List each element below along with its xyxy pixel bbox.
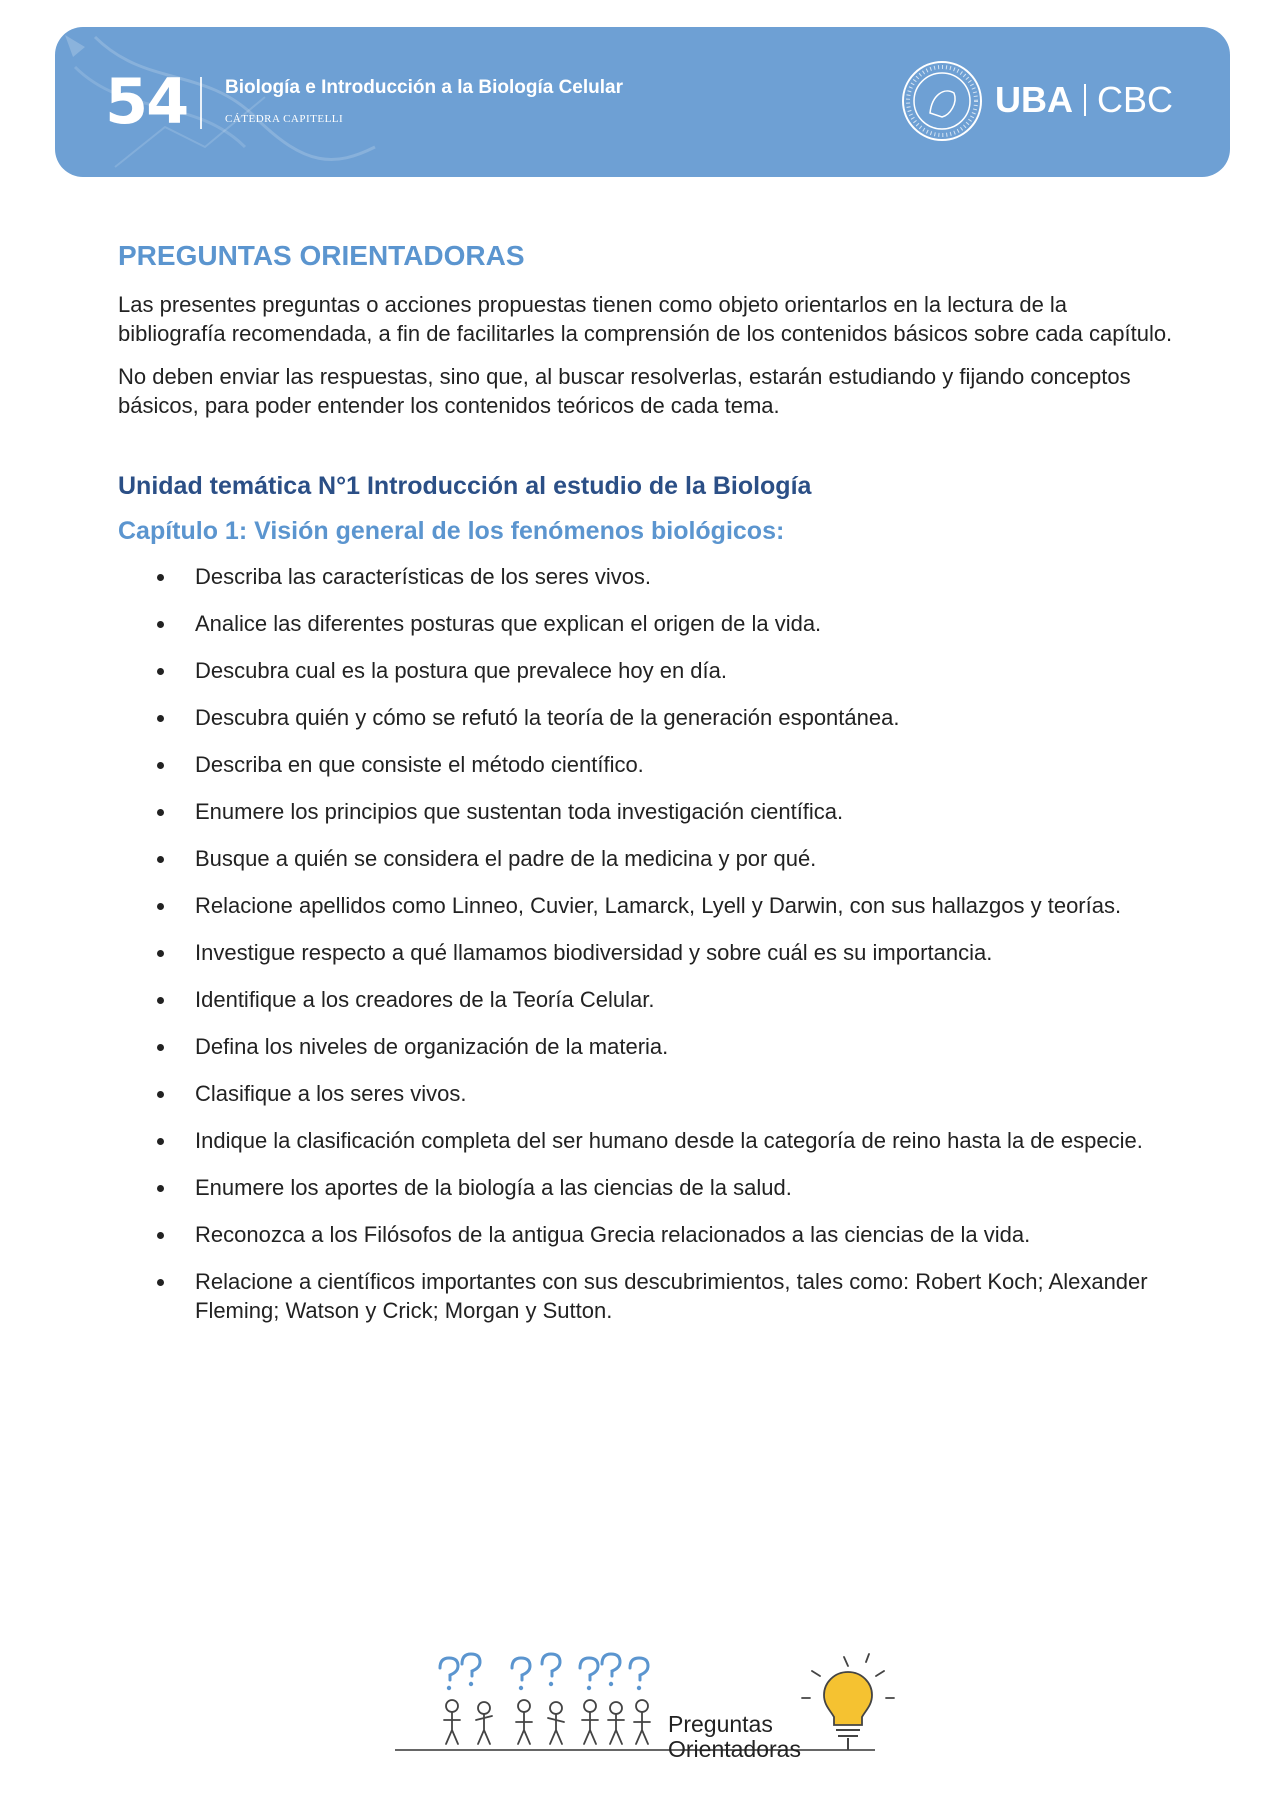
question-text: Clasifique a los seres vivos.: [195, 1081, 467, 1106]
page-header: [55, 27, 1230, 177]
bullet-icon: [157, 903, 164, 910]
intro-paragraph: No deben enviar las respuestas, sino que, al buscar resolverlas, estarán estudiando y fijando conceptos básicos, para poder entender los contenidos teóricos de cada tema.: [118, 364, 1131, 418]
uba-logo-text: UBA: [995, 79, 1073, 120]
course-title: Biología e Introducción a la Biología Celular: [225, 77, 623, 98]
list-item: [118, 703, 1178, 732]
bullet-icon: [157, 1232, 164, 1239]
list-item: [118, 844, 1178, 873]
question-text: Enumere los aportes de la biología a las ciencias de la salud.: [195, 1175, 792, 1200]
list-item: [118, 891, 1178, 920]
list-item: [118, 1032, 1178, 1061]
unit-title: Unidad temática N°1 Introducción al estudio de la Biología: [118, 472, 812, 500]
footer-label: [668, 1712, 801, 1762]
list-item: [118, 750, 1178, 779]
bullet-icon: [157, 762, 164, 769]
footer-label-line: Preguntas: [668, 1711, 773, 1737]
university-seal-icon: [900, 59, 984, 143]
footer-label-line: Orientadoras: [668, 1736, 801, 1762]
list-item: [118, 1126, 1178, 1155]
question-text: Enumere los principios que sustentan toda investigación científica.: [195, 799, 844, 824]
uba-cbc-logo: [995, 79, 1173, 121]
question-text: Analice las diferentes posturas que explican el origen de la vida.: [195, 611, 822, 636]
question-text: Descubra cual es la postura que prevalece hoy en día.: [195, 658, 727, 683]
cbc-logo-text: CBC: [1097, 79, 1174, 120]
bullet-icon: [157, 950, 164, 957]
bullet-icon: [157, 1138, 164, 1145]
bullet-icon: [157, 1279, 164, 1286]
question-text: Identifique a los creadores de la Teoría Celular.: [195, 987, 655, 1012]
question-text: Descubra quién y cómo se refutó la teoría de la generación espontánea.: [195, 705, 900, 730]
question-text: Reconozca a los Filósofos de la antigua Grecia relacionados a las ciencias de la vida.: [195, 1222, 1031, 1247]
list-item: [118, 1079, 1178, 1108]
questions-list: [118, 562, 1178, 1325]
list-item: [118, 1267, 1178, 1325]
bullet-icon: [157, 997, 164, 1004]
bullet-icon: [157, 856, 164, 863]
bullet-icon: [157, 1185, 164, 1192]
list-item: [118, 562, 1178, 591]
question-text: Indique la clasificación completa del ser humano desde la categoría de reino hasta la de especie.: [195, 1128, 1143, 1153]
logo-divider: [1084, 84, 1086, 116]
questioning-people-illustration-icon: [390, 1650, 910, 1780]
list-item: [118, 656, 1178, 685]
bullet-icon: [157, 621, 164, 628]
list-item: [118, 609, 1178, 638]
question-text: Investigue respecto a qué llamamos biodiversidad y sobre cuál es su importancia.: [195, 940, 993, 965]
list-item: [118, 938, 1178, 967]
intro-paragraph: Las presentes preguntas o acciones propuestas tienen como objeto orientarlos en la lectura de la bibliografía recomendada, a fin de facilitarles la comprensión de los contenidos básicos sobre cada capítulo.: [118, 292, 1173, 346]
main-content: [118, 240, 1178, 1343]
bullet-icon: [157, 809, 164, 816]
bullet-icon: [157, 1044, 164, 1051]
question-text: Describa en que consiste el método científico.: [195, 752, 644, 777]
bullet-icon: [157, 1091, 164, 1098]
page-number: 54: [105, 65, 188, 138]
section-title: PREGUNTAS ORIENTADORAS: [118, 240, 525, 271]
question-text: Describa las características de los seres vivos.: [195, 564, 652, 589]
header-divider: [200, 77, 202, 129]
question-text: Relacione apellidos como Linneo, Cuvier, Lamarck, Lyell y Darwin, con sus hallazgos y teorías.: [195, 893, 1122, 918]
question-text: Relacione a científicos importantes con sus descubrimientos, tales como: Robert Koch; Alexander Fleming; Watson y Crick; Morgan y Sutton.: [195, 1269, 1148, 1323]
course-chair: CÁTEDRA CAPITELLI: [225, 113, 344, 125]
question-text: Defina los niveles de organización de la materia.: [195, 1034, 669, 1059]
list-item: [118, 985, 1178, 1014]
question-text: Busque a quién se considera el padre de la medicina y por qué.: [195, 846, 817, 871]
bullet-icon: [157, 715, 164, 722]
chapter-title: Capítulo 1: Visión general de los fenómenos biológicos:: [118, 517, 785, 545]
list-item: [118, 1220, 1178, 1249]
list-item: [118, 797, 1178, 826]
bullet-icon: [157, 574, 164, 581]
list-item: [118, 1173, 1178, 1202]
bullet-icon: [157, 668, 164, 675]
